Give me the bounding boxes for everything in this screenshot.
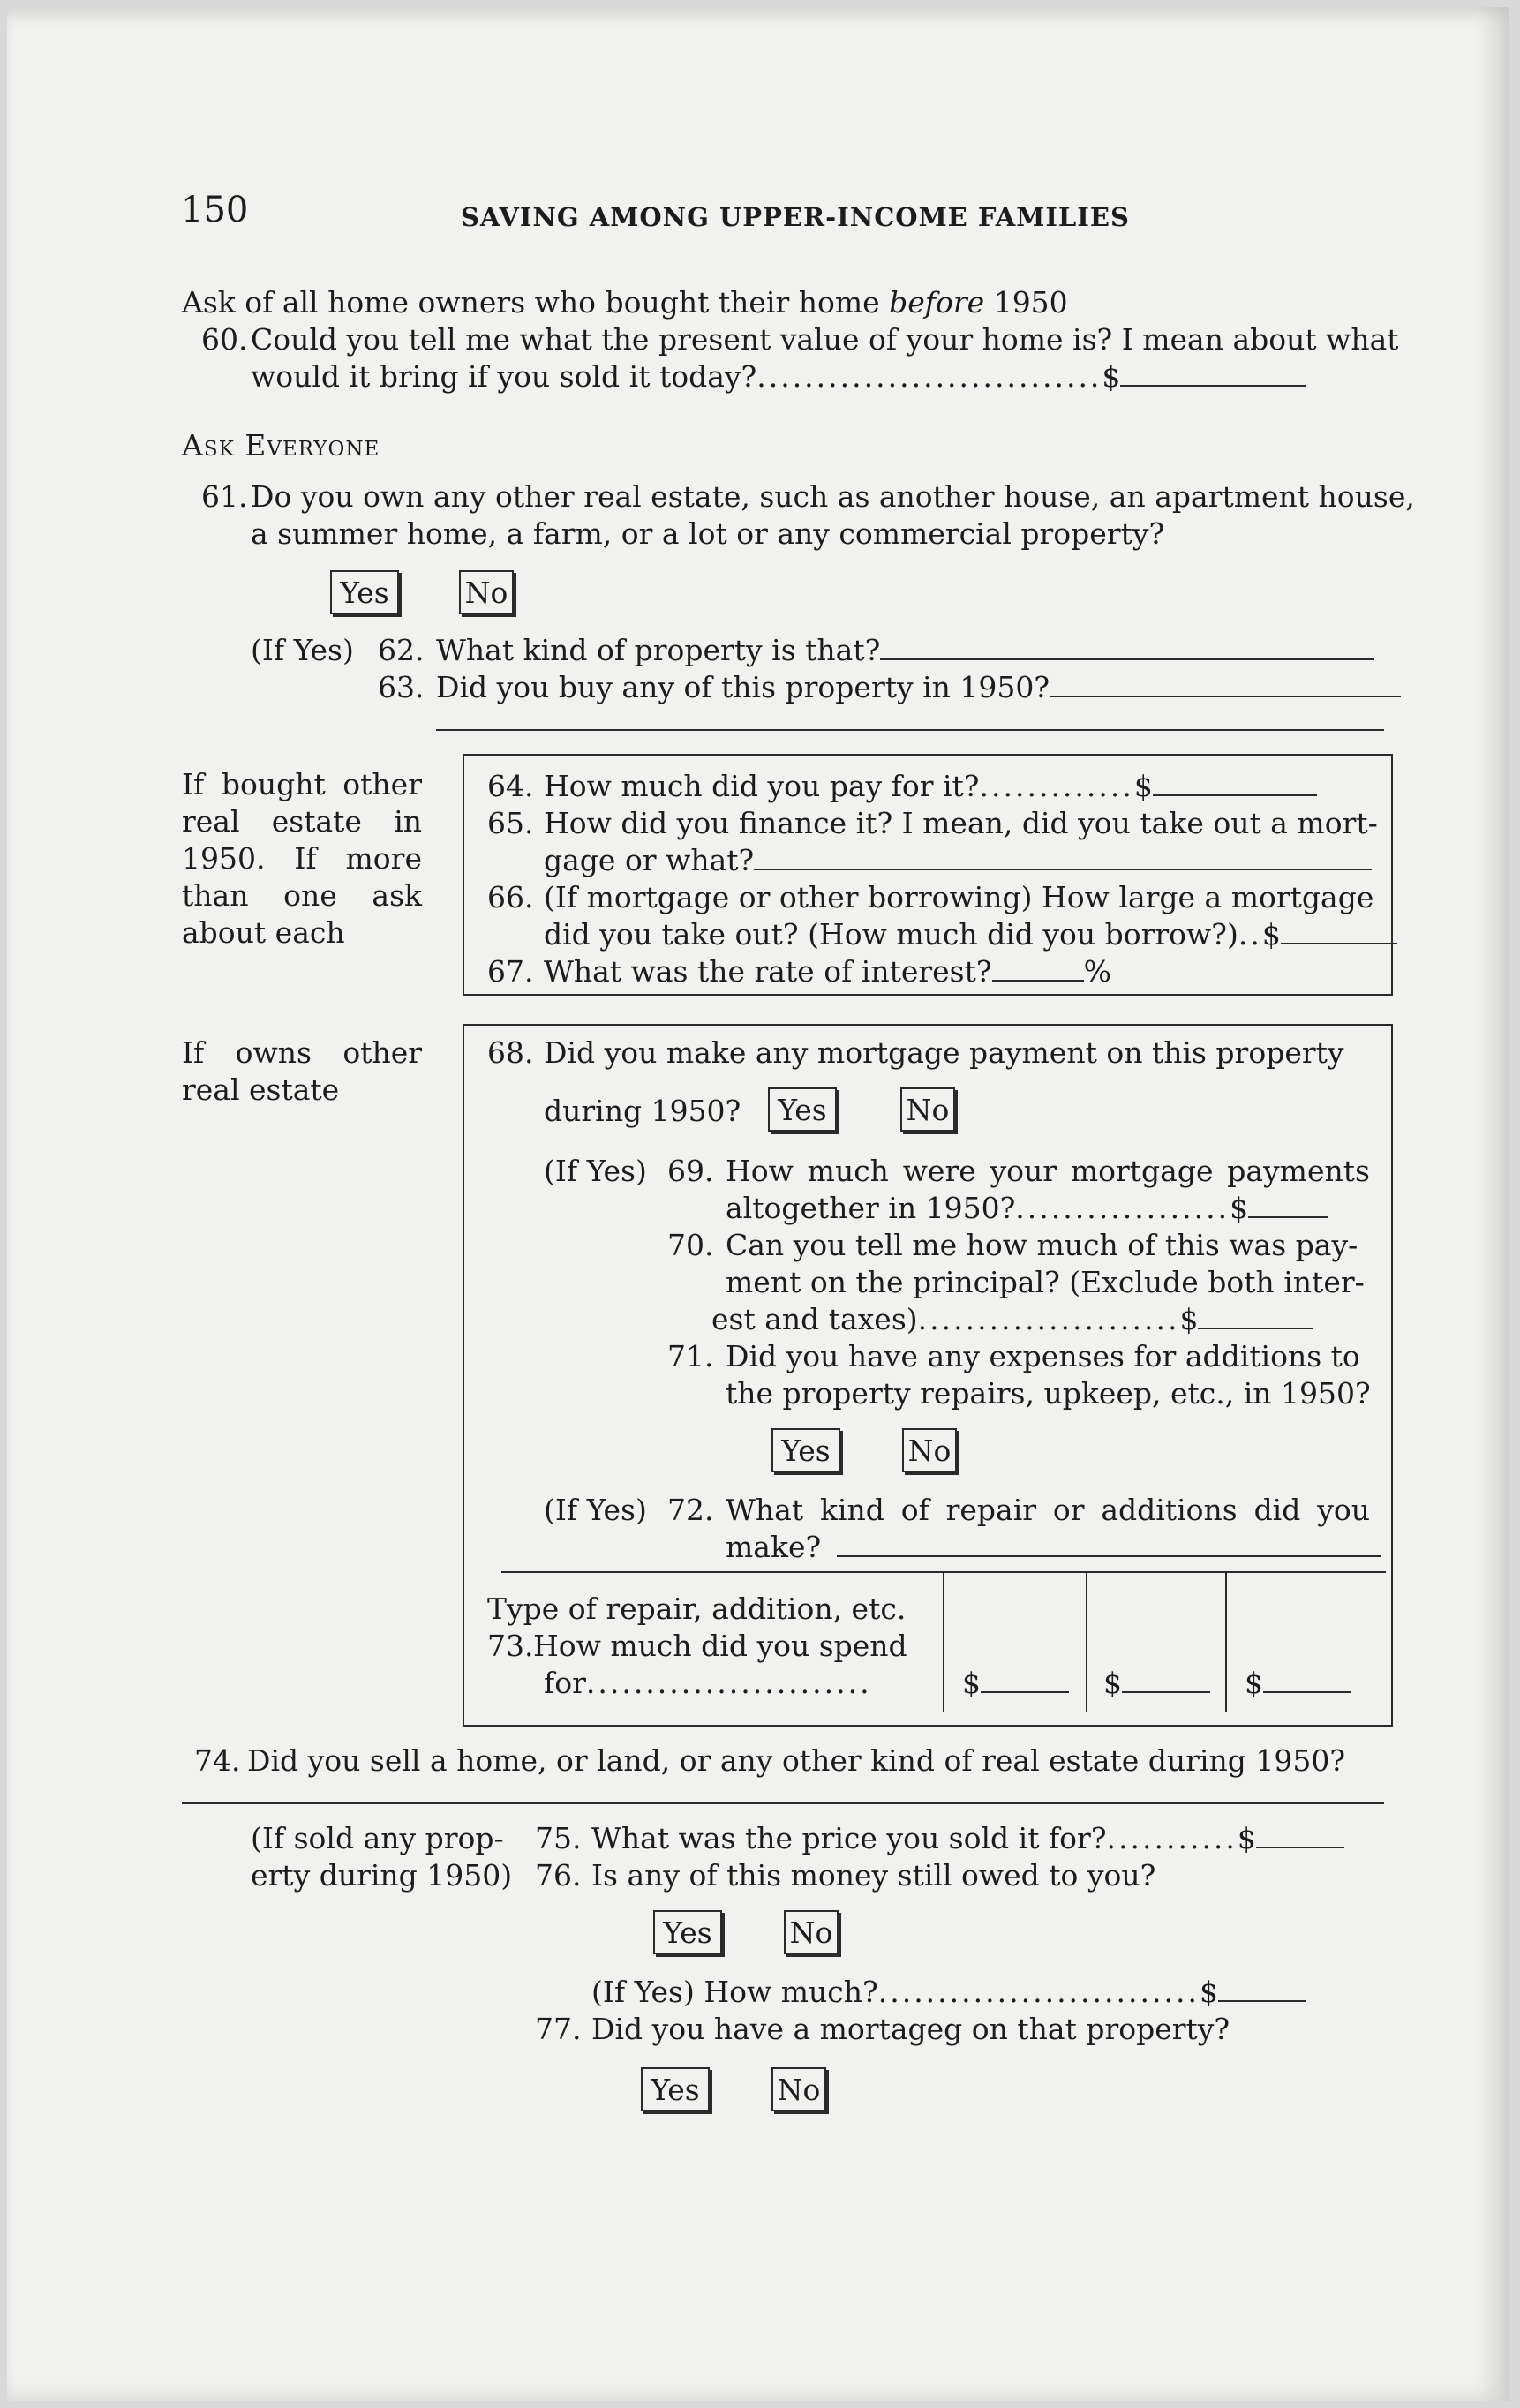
q68-no-checkbox[interactable]: No — [900, 1087, 955, 1132]
box-left-border — [463, 754, 464, 996]
word: repair — [945, 1493, 1037, 1527]
q72-text-2: make? — [726, 1530, 822, 1564]
q68-text-2: during 1950? — [544, 1094, 741, 1128]
q70-text-3: est and taxes)......................$ — [711, 1301, 1313, 1338]
box-top-border — [463, 1024, 1393, 1026]
q72-answer-line[interactable] — [837, 1555, 1381, 1557]
bought-side-note — [182, 766, 422, 952]
q60-number: 60. — [201, 322, 248, 357]
q64-number: 64. — [487, 769, 534, 803]
q68-text: Did you make any mortgage payment on this property — [544, 1035, 1344, 1070]
q77-yes-checkbox[interactable]: Yes — [641, 2067, 710, 2111]
q62-text: What kind of property is that? — [436, 632, 1374, 669]
q74-text: Did you sell a home, or land, or any other kind of real estate during 1950? — [247, 1743, 1346, 1778]
q66-text: (If mortgage or other borrowing) How large a mortgage — [544, 880, 1374, 914]
box-right-border — [1391, 1024, 1393, 1727]
q68-yes-checkbox[interactable]: Yes — [768, 1087, 837, 1132]
how-much-text: (If Yes) How much?...........................$ — [591, 1974, 1306, 2011]
q70-answer-line[interactable] — [1198, 1301, 1313, 1329]
q66-text-2: did you take out? (How much did you borrow?)..$ — [544, 916, 1397, 953]
word: in — [394, 804, 422, 839]
q67-number: 67. — [487, 954, 534, 989]
if-yes-label: (If Yes) — [544, 1154, 647, 1188]
table-column-divider — [943, 1571, 944, 1712]
q73-amount-col-3: $ — [1245, 1665, 1351, 1702]
q73-text-2: for........................ — [544, 1666, 872, 1700]
word: If — [182, 767, 205, 801]
answer-line — [182, 1802, 1384, 1804]
q63-text: Did you buy any of this property in 1950? — [436, 669, 1401, 706]
q66-number: 66. — [487, 880, 534, 914]
word: did — [1253, 1493, 1301, 1527]
word: bought — [221, 767, 326, 801]
q69-text — [726, 1153, 1370, 1190]
side-note-line: real estate — [182, 1072, 340, 1107]
box-bottom-border — [463, 1725, 1393, 1727]
q73-number: 73. — [487, 1629, 534, 1663]
word: other — [342, 1035, 422, 1070]
how-much-answer-line[interactable] — [1218, 1974, 1306, 2002]
word: your — [990, 1154, 1057, 1188]
if-yes-label: (If Yes) — [544, 1493, 647, 1527]
word: of — [900, 1493, 929, 1527]
box-left-border — [463, 1024, 464, 1727]
q68-number: 68. — [487, 1035, 534, 1070]
word: If — [182, 1035, 205, 1070]
q72-text — [726, 1492, 1370, 1529]
table-column-divider — [1086, 1571, 1087, 1712]
word: How — [726, 1154, 794, 1188]
page-number: 150 — [181, 190, 249, 230]
q62-answer-line[interactable] — [880, 632, 1374, 660]
questionnaire-page — [7, 7, 1509, 2401]
q65-answer-line[interactable] — [754, 842, 1372, 870]
q75-text: What was the price you sold it for?...........$ — [591, 1820, 1344, 1857]
sold-side-note-2: erty during 1950) — [251, 1858, 513, 1893]
side-note-line: about each — [182, 915, 345, 950]
word: were — [902, 1154, 976, 1188]
q76-yes-checkbox[interactable]: Yes — [653, 1910, 722, 1954]
q76-text: Is any of this money still owed to you? — [591, 1858, 1156, 1893]
q61-yes-checkbox[interactable]: Yes — [330, 570, 399, 614]
word: more — [345, 841, 422, 876]
q71-text-2: the property repairs, upkeep, etc., in 1950? — [726, 1376, 1371, 1411]
q73-amount-col-1: $ — [962, 1665, 1069, 1702]
word: than — [182, 878, 249, 913]
word: real — [182, 804, 240, 839]
q64-answer-line[interactable] — [1153, 768, 1317, 796]
q62-number: 62. — [378, 633, 425, 667]
word: What — [726, 1493, 804, 1527]
q77-no-checkbox[interactable]: No — [771, 2067, 826, 2111]
q67-text: What was the rate of interest? % — [544, 954, 1111, 989]
word: payments — [1227, 1154, 1370, 1188]
box-right-border — [1391, 754, 1393, 996]
q75-answer-line[interactable] — [1256, 1820, 1344, 1848]
q70-number: 70. — [667, 1228, 714, 1262]
box-top-border — [463, 754, 1393, 756]
word: ask — [372, 878, 422, 913]
side-note-line — [182, 1035, 422, 1072]
word: additions — [1101, 1493, 1238, 1527]
word: kind — [819, 1493, 884, 1527]
q61-text-2: a summer home, a farm, or a lot or any commercial property? — [251, 516, 1165, 551]
ask-everyone-heading: Ask Everyone — [182, 428, 380, 463]
q71-number: 71. — [667, 1339, 714, 1373]
q70-text-2: ment on the principal? (Exclude both inter- — [726, 1265, 1365, 1299]
sold-side-note: (If sold any prop- — [251, 1821, 504, 1855]
q60-text: Could you tell me what the present value of your home is? I mean about what — [251, 322, 1399, 357]
word: estate — [271, 804, 362, 839]
side-note-line — [182, 803, 422, 840]
q60-text-2: would it bring if you sold it today?.............................$ — [251, 358, 1306, 395]
word: If — [294, 841, 317, 876]
if-yes-label: (If Yes) — [251, 633, 354, 667]
q65-number: 65. — [487, 806, 534, 840]
q69-number: 69. — [667, 1154, 714, 1188]
q66-answer-line[interactable] — [1281, 916, 1397, 944]
q69-answer-line[interactable] — [1248, 1190, 1328, 1218]
box-bottom-border — [463, 994, 1393, 996]
word: much — [807, 1154, 889, 1188]
q73-text: How much did you spend — [533, 1629, 907, 1663]
table-column-divider — [1225, 1571, 1227, 1712]
q63-answer-line[interactable] — [1050, 669, 1401, 697]
q65-text: How did you finance it? I mean, did you take out a mort- — [544, 806, 1378, 840]
q76-number: 76. — [535, 1858, 582, 1893]
q71-no-checkbox[interactable]: No — [902, 1428, 957, 1472]
q77-text: Did you have a mortageg on that property? — [591, 2012, 1230, 2046]
q70-text: Can you tell me how much of this was pay- — [726, 1228, 1358, 1262]
word: mortgage — [1070, 1154, 1214, 1188]
home-owner-instruction: Ask of all home owners who bought their home before 1950 — [182, 285, 1068, 320]
word: 1950. — [182, 841, 266, 876]
q67-answer-line[interactable] — [992, 953, 1084, 982]
owns-side-note — [182, 1035, 422, 1109]
side-note-line — [182, 877, 422, 914]
q60-answer-line[interactable] — [1120, 358, 1306, 387]
side-note-line — [182, 840, 422, 877]
running-title: SAVING AMONG UPPER-INCOME FAMILIES — [461, 202, 1130, 232]
q73-answer-line[interactable] — [1122, 1665, 1210, 1693]
side-note-line — [182, 766, 422, 803]
q64-text: How much did you pay for it?.............$ — [544, 768, 1317, 805]
word: you — [1317, 1493, 1370, 1527]
q65-text-2: gage or what? — [544, 842, 1372, 879]
answer-line — [436, 729, 1384, 731]
q74-number: 74. — [194, 1743, 241, 1778]
q71-text: Did you have any expenses for additions to — [726, 1339, 1360, 1373]
q61-text: Do you own any other real estate, such as another house, an apartment house, — [251, 479, 1415, 514]
word: one — [283, 878, 337, 913]
q61-no-checkbox[interactable]: No — [459, 570, 514, 614]
q63-number: 63. — [378, 670, 425, 704]
word: or — [1052, 1493, 1085, 1527]
q73-amount-col-2: $ — [1103, 1665, 1210, 1702]
q72-number: 72. — [667, 1493, 714, 1527]
q77-number: 77. — [535, 2012, 582, 2046]
q61-number: 61. — [201, 479, 248, 514]
q73-answer-line[interactable] — [981, 1665, 1069, 1693]
word: other — [342, 767, 422, 801]
word: owns — [235, 1035, 312, 1070]
q73-answer-line[interactable] — [1263, 1665, 1351, 1693]
q69-text-2: altogether in 1950?..................$ — [726, 1190, 1328, 1227]
q75-number: 75. — [535, 1821, 582, 1855]
table-label-type: Type of repair, addition, etc. — [487, 1592, 907, 1626]
q71-yes-checkbox[interactable]: Yes — [771, 1428, 840, 1472]
q76-no-checkbox[interactable]: No — [784, 1910, 839, 1954]
